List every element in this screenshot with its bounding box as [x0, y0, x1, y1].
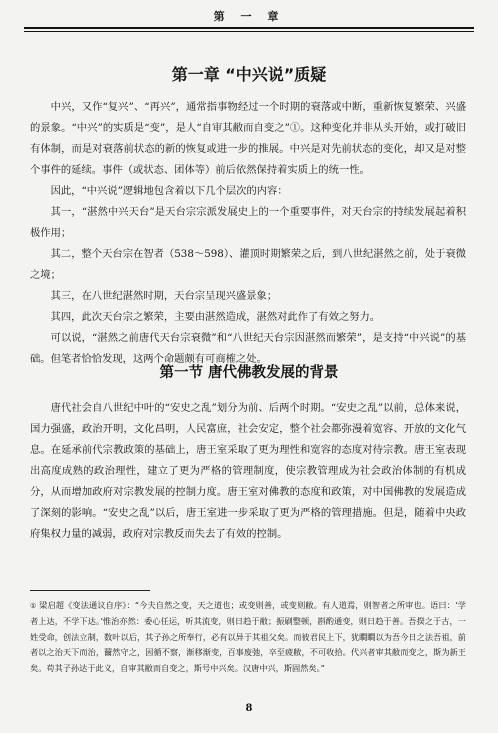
paragraph: 其四，此次天台宗之繁荣，主要由湛然造成，湛然对此作了有效之努力。 — [50, 311, 381, 323]
footnote — [30, 598, 466, 676]
paragraph: 唐代社会自八世纪中叶的“安史之乱”划分为前、后两个时期。“安史之乱”以前，总体来说，国力强盛，政治开明，文化昌明，人民富庶，社会安定，整个社会都弥漫着宽容、开放的文化气息。在延承前代宗教政策的基础上，唐王室采取了更为理性和宽容的态度对待宗教。唐王室表现出高度成熟的政治理性，建立了更为严格的管理制度，使宗教管理成为社会政治体制的有机成分，从而增加政府对宗教发展的控制力度。唐王室对佛教的态度和政策，对中国佛教的发展造成了深刻的影响。“安史之乱”以后，唐王室进一步采取了更为严格的管理措施。但是，随着中央政府集权力量的减弱，政府对宗教反而失去了有效的控制。 — [30, 402, 466, 540]
paragraph: 其三，在八世纪湛然时期，天台宗呈现兴盛景象； — [50, 290, 278, 302]
paragraph: 中兴，又作“复兴”、“再兴”，通常指事物经过一个时期的衰落或中断，重新恢复繁荣、兴盛的景象。“中兴”的实质是“变”，是人“自审其敝而自变之”①。这种变化并非从头开始，或打破旧有体制，而是对衰落前状态的新的恢复或进一步的推展。中兴是对先前状态的变化，却又是对整个事件的延续。事件（或状态、团体等）前后依然保持着实质上的统一性。 — [30, 101, 466, 176]
intro-text — [30, 97, 466, 370]
paragraph: 其一，“湛然中兴天台”是天台宗宗派发展史上的一个重要事件，对天台宗的持续发展起着积极作用； — [30, 206, 466, 239]
header-rule-thick — [24, 27, 474, 29]
footnote-marker: ① — [30, 602, 37, 610]
paragraph: 可以说，“湛然之前唐代天台宗衰微”和“八世纪天台宗因湛然而繁荣”，是支持“中兴说”的基础。但笔者恰恰发现，这两个命题颇有可商榷之处。 — [30, 332, 466, 365]
paragraph: 其二，整个天台宗在智者（538～598）、灌顶时期繁荣之后，到八世纪湛然之前，处于衰微之境； — [30, 248, 466, 281]
running-header: 第 一 章 — [213, 10, 285, 23]
section-text — [30, 398, 466, 545]
page-number: 8 — [245, 703, 253, 714]
footnote-rule — [30, 590, 150, 591]
header-rule-thin — [24, 31, 474, 32]
footnote-text: 梁启超《变法通议自序》：“今夫自然之变，天之道也；或变则善，或变则敝。有人道焉，则智者之所审也。语曰：‘学者上达，不学下达。’惟治亦然：委心任运，听其流变，则日趋于敝；振刷整顿，斟酌通变，则日趋于善。吾揆之于古，一姓受命，创法立制，数叶以后，其子孙之所奉行，必有以异于其祖父矣。而彼君民上下，犹瞷瞷以为吾今日之法吾祖，前者以之治天下而治，薾然守之，因循不察，渐移渐变，百事废弛，卒至疲敝，不可收拾。代兴者审其敝而变之，斯为新王矣。苟其子孙达于此义，自审其敝而自变之，斯号中兴矣。汉唐中兴，斯固然矣。” — [30, 600, 466, 673]
chapter-title: 第一章 “中兴说”质疑 — [171, 65, 327, 84]
paragraph: 因此，“中兴说”逻辑地包含着以下几个层次的内容： — [50, 185, 288, 197]
section-title: 第一节 唐代佛教发展的背景 — [159, 365, 339, 381]
